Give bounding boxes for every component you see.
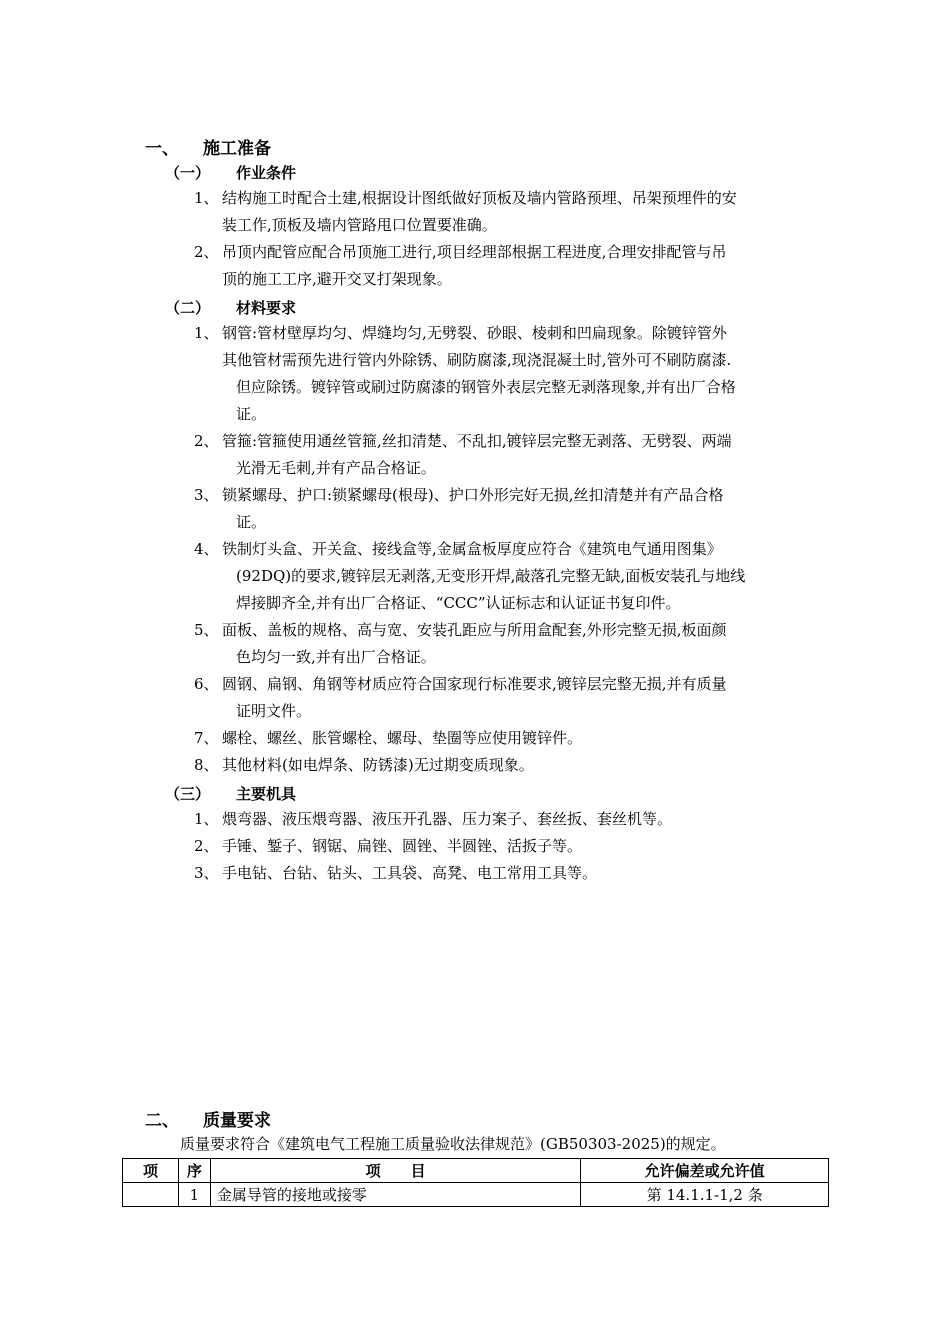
table-header: 项 <box>123 1159 179 1183</box>
table-cell: 金属导管的接地或接零 <box>210 1183 580 1207</box>
list-item-line: 焊接脚齐全,并有出厂合格证、“CCC”认证标志和认证证书复印件。 <box>236 594 681 612</box>
list-item-number: 1、 <box>194 810 219 828</box>
section2-title: 质量要求 <box>203 1111 271 1131</box>
sub1-title: 作业条件 <box>236 164 297 182</box>
list-item-number: 3、 <box>194 486 219 504</box>
section1-title: 施工准备 <box>203 139 271 159</box>
sub2-title: 材料要求 <box>236 299 297 317</box>
sub1-number: （一） <box>165 164 211 182</box>
list-item-line: 面板、盖板的规格、高与宽、安装孔距应与所用盒配套,外形完整无损,板面颜 <box>222 621 727 639</box>
list-item-line: 其他材料(如电焊条、防锈漆)无过期变质现象。 <box>222 756 534 774</box>
list-item-line: 手电钻、台钻、钻头、工具袋、高凳、电工常用工具等。 <box>222 864 598 882</box>
list-item-line: 证。 <box>236 513 267 531</box>
list-item-number: 2、 <box>194 837 219 855</box>
sub2-number: （二） <box>165 299 211 317</box>
list-item-number: 8、 <box>194 756 219 774</box>
list-item-line: 煨弯器、液压煨弯器、液压开孔器、压力案子、套丝扳、套丝机等。 <box>222 810 673 828</box>
list-item-line: 螺栓、螺丝、胀管螺栓、螺母、垫圈等应使用镀锌件。 <box>222 729 583 747</box>
list-item-line: 圆钢、扁钢、角钢等材质应符合国家现行标准要求,镀锌层完整无损,并有质量 <box>222 675 727 693</box>
list-item-number: 1、 <box>194 189 219 207</box>
list-item-line: 管箍:管箍使用通丝管箍,丝扣清楚、不乱扣,镀锌层完整无剥落、无劈裂、两端 <box>222 432 732 450</box>
table-cell <box>123 1183 179 1207</box>
list-item-line: 装工作,顶板及墙内管路甩口位置要准确。 <box>222 216 497 234</box>
table-row <box>123 1183 829 1207</box>
sub3-number: （三） <box>165 785 211 803</box>
list-item-line: 色均匀一致,并有出厂合格证。 <box>236 648 436 666</box>
list-item-line: 铁制灯头盒、开关盒、接线盒等,金属盒板厚度应符合《建筑电气通用图集》 <box>222 540 722 558</box>
list-item-line: 吊顶内配管应配合吊顶施工进行,项目经理部根据工程进度,合理安排配管与吊 <box>222 243 727 261</box>
quality-table <box>122 1158 829 1207</box>
list-item-line: (92DQ)的要求,镀锌层无剥落,无变形开焊,敲落孔完整无缺,面板安装孔与地线 <box>236 567 746 585</box>
list-item-number: 3、 <box>194 864 219 882</box>
list-item-line: 钢管:管材壁厚均匀、焊缝均匀,无劈裂、砂眼、棱刺和凹扁现象。除镀锌管外 <box>222 324 727 342</box>
list-item-line: 结构施工时配合土建,根据设计图纸做好顶板及墙内管路预埋、吊架预埋件的安 <box>222 189 737 207</box>
list-item-line: 其他管材需预先进行管内外除锈、刷防腐漆,现浇混凝土时,管外可不刷防腐漆. <box>222 351 732 369</box>
table-header: 允许偏差或允许值 <box>581 1159 829 1183</box>
list-item-line: 顶的施工工序,避开交叉打架现象。 <box>222 270 452 288</box>
table-cell: 第 14.1.1-1,2 条 <box>581 1183 829 1207</box>
table-header: 项 目 <box>210 1159 580 1183</box>
table-header-row <box>123 1159 829 1183</box>
list-item-number: 5、 <box>194 621 219 639</box>
list-item-line: 证明文件。 <box>236 702 312 720</box>
list-item-number: 2、 <box>194 432 219 450</box>
list-item-number: 1、 <box>194 324 219 342</box>
list-item-number: 6、 <box>194 675 219 693</box>
table-header: 序 <box>178 1159 210 1183</box>
section1-number: 一、 <box>145 139 179 159</box>
section2-number: 二、 <box>145 1111 179 1131</box>
table-cell: 1 <box>178 1183 210 1207</box>
section2-intro: 质量要求符合《建筑电气工程施工质量验收法律规范》(GB50303-2025)的规定。 <box>180 1135 726 1153</box>
list-item-line: 光滑无毛刺,并有产品合格证。 <box>236 459 436 477</box>
list-item-number: 4、 <box>194 540 219 558</box>
list-item-line: 但应除锈。镀锌管或刷过防腐漆的钢管外表层完整无剥落现象,并有出厂合格 <box>236 378 736 396</box>
list-item-line: 锁紧螺母、护口:锁紧螺母(根母)、护口外形完好无损,丝扣清楚并有产品合格 <box>222 486 724 504</box>
list-item-number: 2、 <box>194 243 219 261</box>
list-item-number: 7、 <box>194 729 219 747</box>
list-item-line: 手锤、錾子、钢锯、扁锉、圆锉、半圆锉、活扳子等。 <box>222 837 583 855</box>
sub3-title: 主要机具 <box>236 785 297 803</box>
list-item-line: 证。 <box>236 405 267 423</box>
